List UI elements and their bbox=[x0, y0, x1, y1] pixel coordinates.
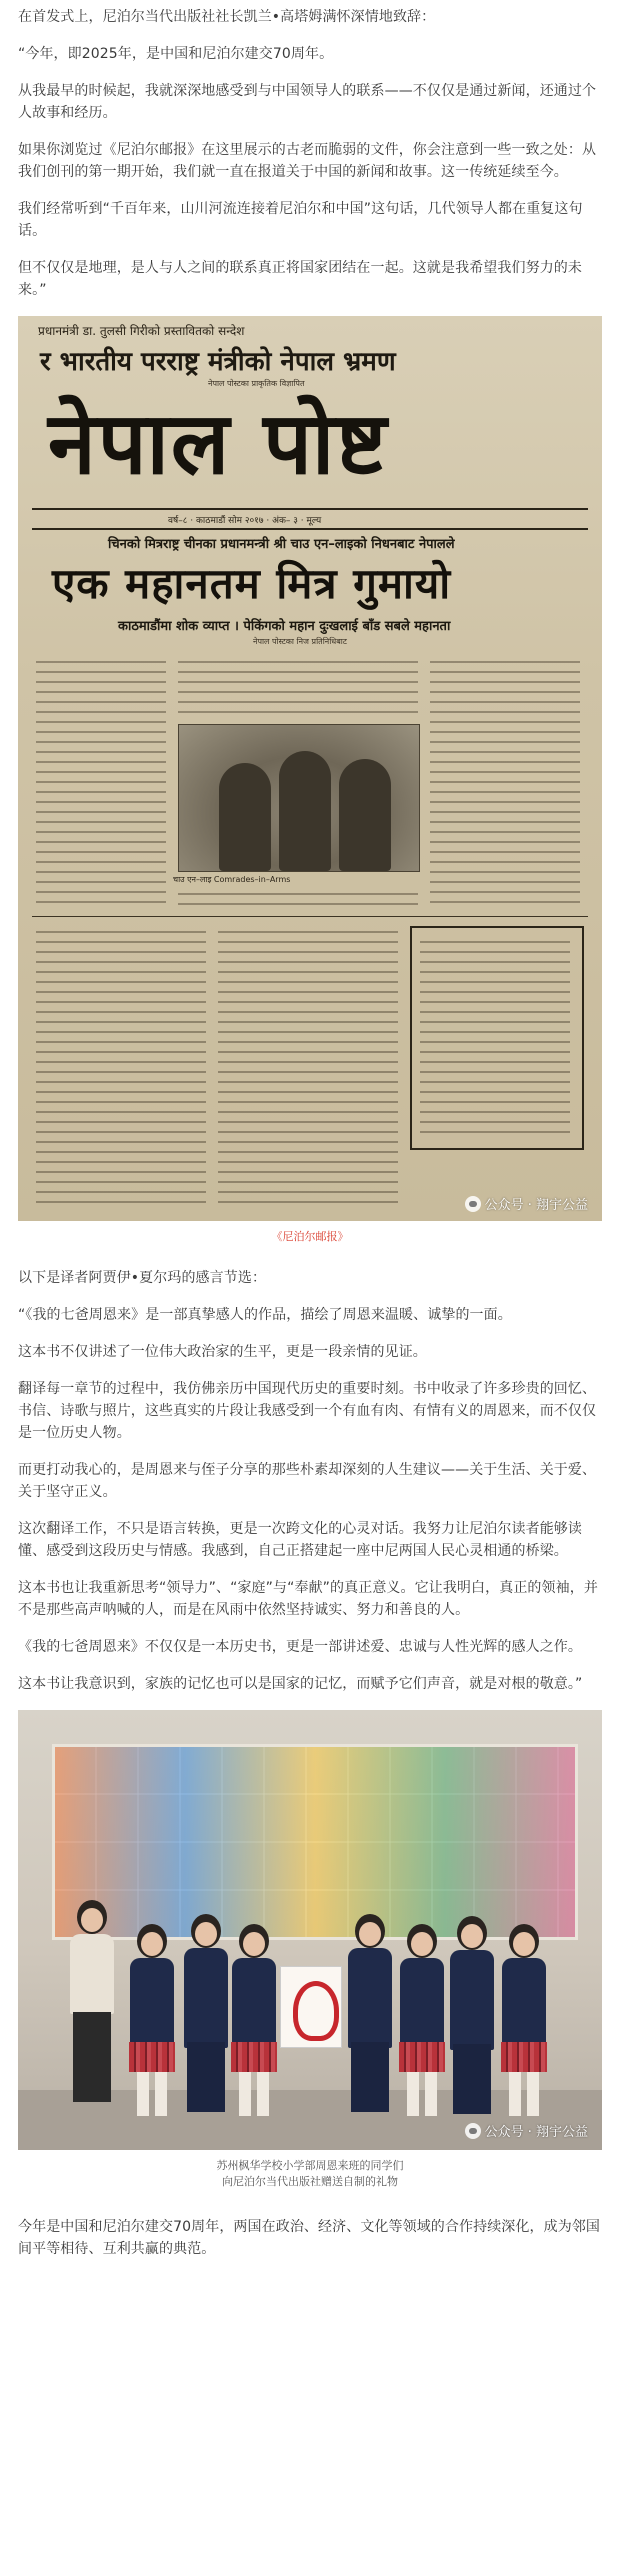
quote-paragraph: 从我最早的时候起，我就深深地感受到与中国领导人的联系——不仅仅是通过新闻，还通过个人故事和经历。 bbox=[18, 83, 597, 121]
newspaper-image bbox=[18, 316, 602, 1221]
text-column bbox=[36, 656, 166, 911]
quote-paragraph: 如果你浏览过《尼泊尔邮报》在这里展示的古老而脆弱的文件，你会注意到一些一致之处：从我们创刊的第一期开始，我们就一直在报道关于中国的新闻和故事。这一传统延续至今。 bbox=[18, 142, 597, 180]
translator-paragraph: 翻译每一章节的过程中，我仿佛亲历中国现代历史的重要时刻。书中收录了许多珍贵的回忆、书信、诗歌与照片，这些真实的片段让我感受到一个有血有肉、有情有义的周恩来，而不仅仅是一位历史人物。 bbox=[18, 1381, 597, 1441]
mural-wall bbox=[52, 1744, 578, 1940]
text-column bbox=[430, 656, 580, 911]
newspaper-photo bbox=[178, 724, 420, 872]
newspaper-byline: नेपाल पोस्टका निज प्रतिनिधिबाट bbox=[253, 637, 347, 646]
newspaper-headline: एक महानतम मित्र गुमायो bbox=[52, 559, 452, 608]
masthead-note: नेपाल पोस्टका प्राकृतिक विज्ञापित bbox=[208, 379, 305, 388]
divider bbox=[32, 508, 588, 510]
quote-paragraph: 我们经常听到“千百年来，山川河流连接着尼泊尔和中国”这句话，几代领导人都在重复这句话。 bbox=[18, 201, 583, 239]
watermark-text: 公众号 · 翔宇公益 bbox=[484, 2125, 588, 2140]
text-column bbox=[36, 926, 206, 1206]
caption-line: 苏州枫华学校小学部周恩来班的同学们 bbox=[216, 2159, 404, 2172]
divider bbox=[32, 916, 588, 917]
translator-paragraph: 这次翻译工作，不只是语言转换，更是一次跨文化的心灵对话。我努力让尼泊尔读者能够读懂、感受到这段历史与情感。我感到，自己正搭建起一座中尼两国人民心灵相通的桥梁。 bbox=[18, 1521, 582, 1559]
figure-caption bbox=[18, 2158, 602, 2190]
caption-line: 向尼泊尔当代出版社赠送自制的礼物 bbox=[222, 2175, 398, 2188]
wechat-icon bbox=[465, 1196, 481, 1212]
newspaper-title: नेपाल पोष्ट bbox=[48, 393, 389, 494]
newspaper-figure bbox=[18, 316, 602, 1245]
figure-caption: 《尼泊尔邮报》 bbox=[271, 1230, 349, 1243]
newspaper-subhead: काठमाडौंमा शोक व्याप्त । पेकिंगको महान दुःखलाई बाँड सबले महानता bbox=[118, 619, 451, 634]
issue-line: वर्ष–८ · काठमाडौं सोम २०१७ · अंक– ३ · मूल्य bbox=[168, 516, 322, 526]
text-column bbox=[178, 888, 418, 912]
translator-paragraph: 《我的七爸周恩来》不仅仅是一本历史书，更是一部讲述爱、忠诚与人性光辉的感人之作。 bbox=[18, 1639, 582, 1655]
quote-paragraph: 但不仅仅是地理，是人与人之间的联系真正将国家团结在一起。这就是我希望我们努力的未来。” bbox=[18, 260, 582, 298]
translator-paragraph: “《我的七爸周恩来》是一部真挚感人的作品，描绘了周恩来温暖、诚挚的一面。 bbox=[18, 1307, 512, 1323]
masthead-headline: र भारतीय परराष्ट्र मंत्रीको नेपाल भ्रमण bbox=[40, 347, 396, 377]
closing-paragraph: 今年是中国和尼泊尔建交70周年，两国在政治、经济、文化等领域的合作持续深化，成为邻国间平等相待、互利共赢的典范。 bbox=[18, 2219, 601, 2257]
translator-paragraph: 而更打动我心的，是周恩来与侄子分享的那些朴素却深刻的人生建议——关于生活、关于爱、关于坚守正义。 bbox=[18, 1462, 597, 1500]
translator-paragraph: 这本书让我意识到，家族的记忆也可以是国家的记忆，而赋予它们声音，就是对根的敬意。” bbox=[18, 1676, 583, 1692]
watermark bbox=[465, 2121, 588, 2140]
class-photo bbox=[18, 1710, 602, 2150]
text-column bbox=[178, 656, 418, 718]
translator-paragraph: 这本书也让我重新思考“领导力”、“家庭”与“奉献”的真正意义。它让我明白，真正的领袖，并不是那些高声呐喊的人，而是在风雨中依然坚持诚实、努力和善良的人。 bbox=[18, 1580, 598, 1618]
text-column bbox=[218, 926, 398, 1206]
papercut-gift bbox=[280, 1966, 342, 2048]
class-photo-figure bbox=[18, 1710, 602, 2190]
masthead-line: प्रधानमंत्री डा. तुलसी गिरीको प्रस्तावितको सन्देश bbox=[38, 324, 245, 338]
watermark-text: 公众号 · 翔宇公益 bbox=[484, 1198, 588, 1213]
divider bbox=[32, 528, 588, 530]
intro-paragraph: 在首发式上，尼泊尔当代出版社社长凯兰•高塔姆满怀深情地致辞： bbox=[18, 9, 436, 25]
boxed-article bbox=[410, 926, 584, 1150]
photo-caption: चाउ एन–लाइ Comrades–in–Arms bbox=[173, 875, 291, 884]
wechat-icon bbox=[465, 2123, 481, 2139]
translator-intro: 以下是译者阿贾伊•夏尔玛的感言节选： bbox=[18, 1270, 267, 1286]
quote-paragraph: “今年，即2025年，是中国和尼泊尔建交70周年。 bbox=[18, 46, 334, 62]
translator-paragraph: 这本书不仅讲述了一位伟大政治家的生平，更是一段亲情的见证。 bbox=[18, 1344, 427, 1360]
headline-kicker: चिनको मित्रराष्ट्र चीनका प्रधानमन्त्री श्री चाउ एन–लाइको निधनबाट नेपालले bbox=[108, 537, 455, 552]
watermark bbox=[465, 1194, 588, 1213]
